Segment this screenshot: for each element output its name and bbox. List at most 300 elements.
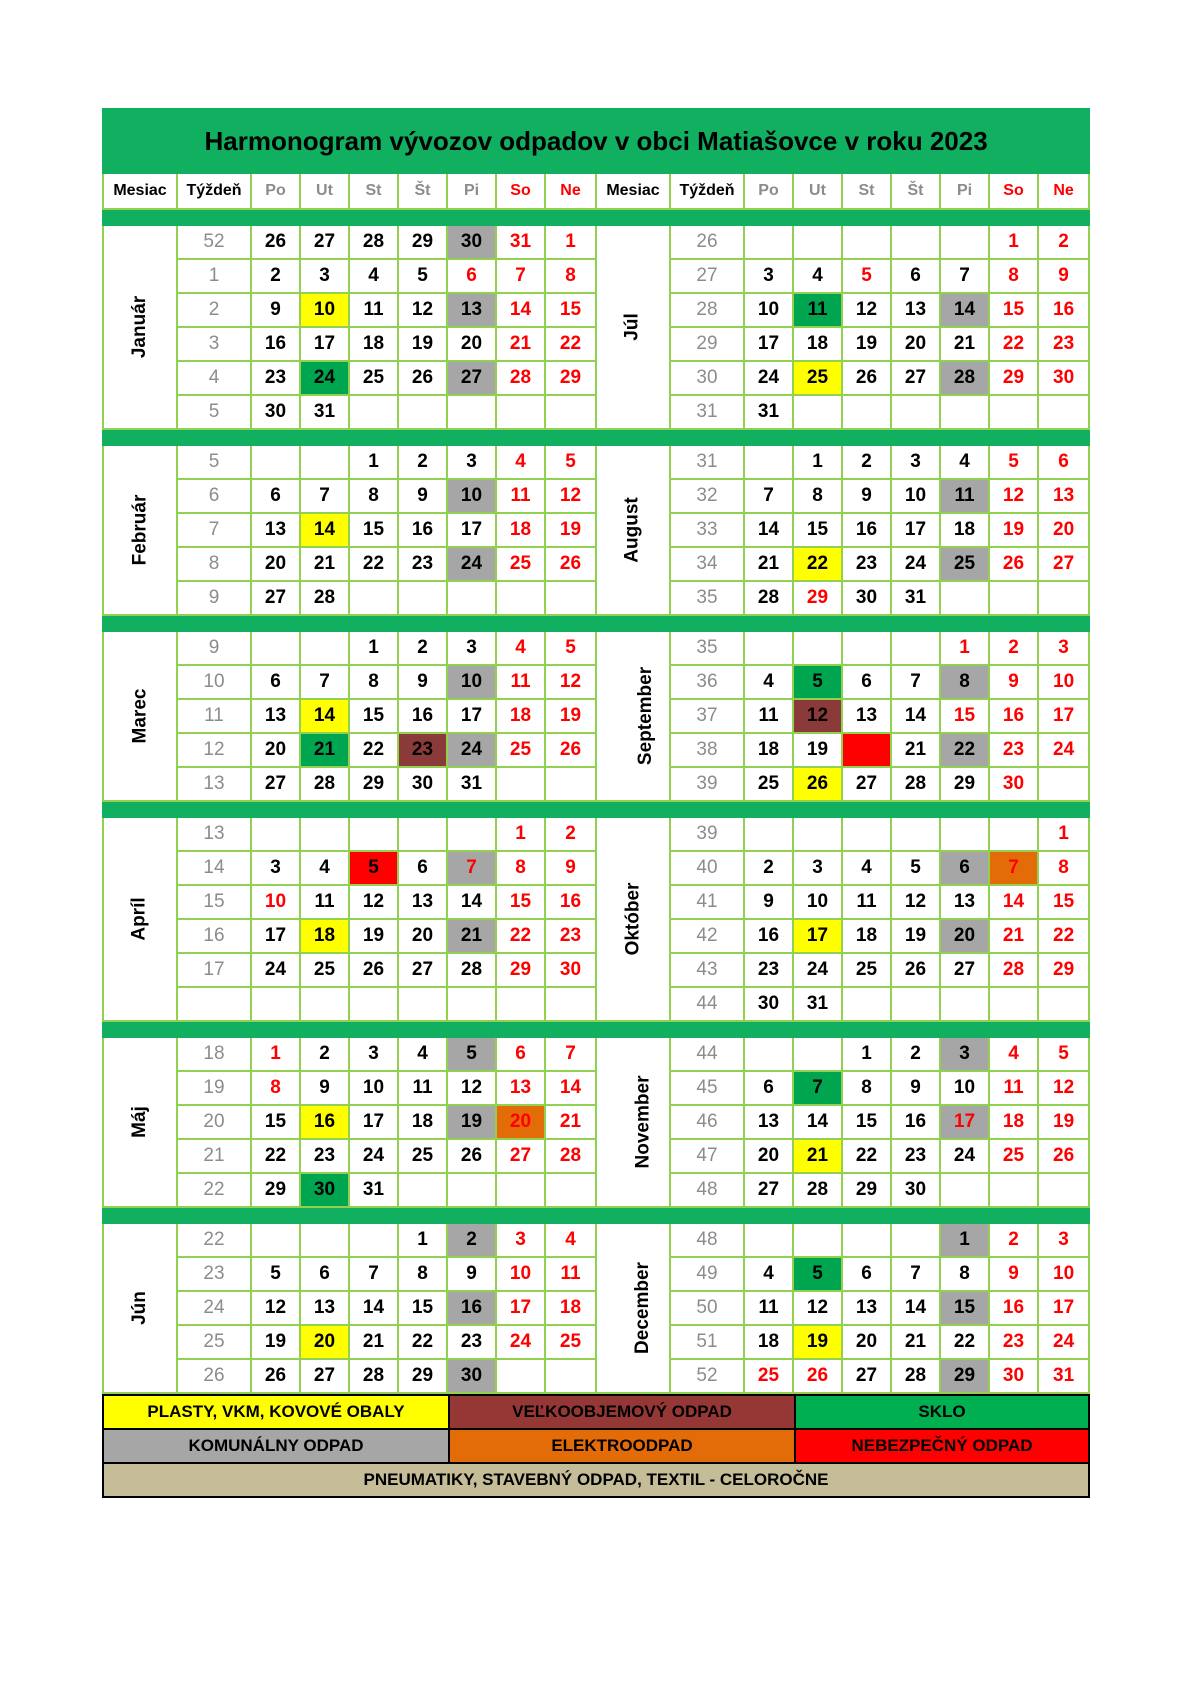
day-cell: 12 bbox=[793, 1291, 842, 1325]
day-cell: 22 bbox=[251, 1139, 300, 1173]
day-cell: 7 bbox=[300, 665, 349, 699]
header-week: Týždeň bbox=[670, 173, 744, 209]
day-cell bbox=[940, 1173, 989, 1207]
day-cell: 15 bbox=[496, 885, 545, 919]
day-cell: 16 bbox=[398, 699, 447, 733]
page-title: Harmonogram vývozov odpadov v obci Matiašovce v roku 2023 bbox=[103, 109, 1089, 173]
day-cell: 19 bbox=[349, 919, 398, 953]
day-cell: 16 bbox=[251, 327, 300, 361]
day-cell: 24 bbox=[496, 1325, 545, 1359]
day-cell: 14 bbox=[300, 513, 349, 547]
day-cell: 5 bbox=[447, 1037, 496, 1071]
day-cell: 7 bbox=[496, 259, 545, 293]
day-cell: 17 bbox=[940, 1105, 989, 1139]
separator-row bbox=[103, 209, 1089, 225]
day-cell: 9 bbox=[398, 665, 447, 699]
week-number: 39 bbox=[670, 817, 744, 851]
week-number: 27 bbox=[670, 259, 744, 293]
day-cell: 17 bbox=[744, 327, 793, 361]
day-cell: 9 bbox=[1038, 259, 1089, 293]
day-cell: 21 bbox=[744, 547, 793, 581]
day-cell: 16 bbox=[398, 513, 447, 547]
day-cell bbox=[545, 987, 596, 1021]
day-cell: 26 bbox=[842, 361, 891, 395]
day-cell: 6 bbox=[842, 1257, 891, 1291]
day-cell: 18 bbox=[300, 919, 349, 953]
day-cell bbox=[1038, 581, 1089, 615]
day-cell: 14 bbox=[793, 1105, 842, 1139]
week-number: 43 bbox=[670, 953, 744, 987]
legend-plasty: PLASTY, VKM, KOVOVÉ OBALY bbox=[103, 1395, 449, 1429]
day-cell bbox=[891, 395, 940, 429]
week-number: 32 bbox=[670, 479, 744, 513]
day-cell: 19 bbox=[793, 733, 842, 767]
day-cell: 28 bbox=[793, 1173, 842, 1207]
header-day: Po bbox=[744, 173, 793, 209]
week-number: 36 bbox=[670, 665, 744, 699]
day-cell: 28 bbox=[349, 225, 398, 259]
day-cell bbox=[251, 1223, 300, 1257]
day-cell: 21 bbox=[891, 1325, 940, 1359]
week-number: 52 bbox=[670, 1359, 744, 1393]
day-cell: 4 bbox=[398, 1037, 447, 1071]
day-cell: 31 bbox=[793, 987, 842, 1021]
month-name bbox=[596, 225, 670, 429]
day-cell: 26 bbox=[398, 361, 447, 395]
week-number: 2 bbox=[177, 293, 251, 327]
day-cell: 18 bbox=[793, 327, 842, 361]
day-cell: 30 bbox=[447, 1359, 496, 1393]
day-cell bbox=[989, 987, 1038, 1021]
week-number: 3 bbox=[177, 327, 251, 361]
day-cell: 10 bbox=[744, 293, 793, 327]
day-cell: 1 bbox=[793, 445, 842, 479]
day-cell: 30 bbox=[1038, 361, 1089, 395]
day-cell bbox=[989, 1173, 1038, 1207]
day-cell: 9 bbox=[989, 665, 1038, 699]
week-number: 50 bbox=[670, 1291, 744, 1325]
day-cell: 31 bbox=[349, 1173, 398, 1207]
day-cell bbox=[496, 987, 545, 1021]
week-number: 16 bbox=[177, 919, 251, 953]
day-cell bbox=[744, 1223, 793, 1257]
week-number: 8 bbox=[177, 547, 251, 581]
day-cell: 14 bbox=[891, 1291, 940, 1325]
day-cell: 7 bbox=[545, 1037, 596, 1071]
day-cell: 29 bbox=[940, 767, 989, 801]
day-cell: 6 bbox=[251, 665, 300, 699]
day-cell: 26 bbox=[545, 547, 596, 581]
separator-bar bbox=[103, 801, 1089, 817]
day-cell: 14 bbox=[496, 293, 545, 327]
day-cell: 23 bbox=[1038, 327, 1089, 361]
day-cell: 25 bbox=[496, 547, 545, 581]
day-cell: 15 bbox=[940, 1291, 989, 1325]
week-number bbox=[177, 987, 251, 1021]
day-cell: 13 bbox=[891, 293, 940, 327]
day-cell: 20 bbox=[398, 919, 447, 953]
day-cell: 15 bbox=[349, 699, 398, 733]
day-cell: 26 bbox=[891, 953, 940, 987]
day-cell: 8 bbox=[793, 479, 842, 513]
header-day: Po bbox=[251, 173, 300, 209]
day-cell: 27 bbox=[891, 361, 940, 395]
day-cell: 4 bbox=[300, 851, 349, 885]
day-cell: 26 bbox=[251, 1359, 300, 1393]
day-cell: 14 bbox=[744, 513, 793, 547]
day-cell: 8 bbox=[496, 851, 545, 885]
day-cell bbox=[447, 1173, 496, 1207]
week-number: 14 bbox=[177, 851, 251, 885]
month-label: Marec bbox=[128, 688, 150, 744]
day-cell: 21 bbox=[891, 733, 940, 767]
day-cell: 14 bbox=[300, 699, 349, 733]
day-cell: 15 bbox=[545, 293, 596, 327]
week-number: 7 bbox=[177, 513, 251, 547]
week-number: 17 bbox=[177, 953, 251, 987]
day-cell bbox=[989, 395, 1038, 429]
month-name bbox=[596, 817, 670, 1021]
week-number: 28 bbox=[670, 293, 744, 327]
day-cell bbox=[300, 445, 349, 479]
day-cell: 21 bbox=[496, 327, 545, 361]
day-cell: 25 bbox=[545, 1325, 596, 1359]
week-number: 31 bbox=[670, 395, 744, 429]
legend-elektroodpad: ELEKTROODPAD bbox=[449, 1429, 795, 1463]
header-day: Ut bbox=[300, 173, 349, 209]
day-cell: 17 bbox=[793, 919, 842, 953]
day-cell: 20 bbox=[891, 327, 940, 361]
day-cell: 14 bbox=[349, 1291, 398, 1325]
day-cell: 31 bbox=[300, 395, 349, 429]
day-cell: 4 bbox=[744, 1257, 793, 1291]
week-number: 29 bbox=[670, 327, 744, 361]
day-cell: 18 bbox=[496, 513, 545, 547]
day-cell: 21 bbox=[300, 733, 349, 767]
day-cell: 5 bbox=[251, 1257, 300, 1291]
day-cell: 20 bbox=[842, 1325, 891, 1359]
day-cell bbox=[793, 1037, 842, 1071]
day-cell: 2 bbox=[989, 1223, 1038, 1257]
day-cell: 10 bbox=[447, 665, 496, 699]
day-cell: 12 bbox=[398, 293, 447, 327]
header-row bbox=[103, 173, 1089, 209]
day-cell: 22 bbox=[545, 327, 596, 361]
day-cell bbox=[940, 225, 989, 259]
week-number: 47 bbox=[670, 1139, 744, 1173]
day-cell: 7 bbox=[744, 479, 793, 513]
week-number: 20 bbox=[177, 1105, 251, 1139]
day-cell: 10 bbox=[891, 479, 940, 513]
day-cell bbox=[842, 631, 891, 665]
day-cell: 17 bbox=[251, 919, 300, 953]
day-cell: 11 bbox=[744, 1291, 793, 1325]
day-cell: 22 bbox=[989, 327, 1038, 361]
day-cell: 2 bbox=[398, 631, 447, 665]
day-cell: 3 bbox=[496, 1223, 545, 1257]
week-number: 15 bbox=[177, 885, 251, 919]
day-cell: 15 bbox=[398, 1291, 447, 1325]
day-cell: 3 bbox=[1038, 1223, 1089, 1257]
header-day: Pi bbox=[940, 173, 989, 209]
day-cell: 12 bbox=[545, 665, 596, 699]
day-cell: 26 bbox=[793, 767, 842, 801]
week-number: 12 bbox=[177, 733, 251, 767]
day-cell: 12 bbox=[842, 293, 891, 327]
day-cell: 20 bbox=[1038, 513, 1089, 547]
day-cell: 10 bbox=[300, 293, 349, 327]
separator-row bbox=[103, 801, 1089, 817]
day-cell: 19 bbox=[842, 327, 891, 361]
day-cell: 27 bbox=[300, 1359, 349, 1393]
day-cell: 22 bbox=[496, 919, 545, 953]
day-cell: 25 bbox=[349, 361, 398, 395]
day-cell bbox=[744, 225, 793, 259]
day-cell: 23 bbox=[251, 361, 300, 395]
week-number: 39 bbox=[670, 767, 744, 801]
day-cell: 3 bbox=[349, 1037, 398, 1071]
day-cell: 1 bbox=[349, 445, 398, 479]
day-cell bbox=[545, 767, 596, 801]
calendar-sheet bbox=[102, 108, 1088, 1498]
week-number: 31 bbox=[670, 445, 744, 479]
header-day: Ne bbox=[1038, 173, 1089, 209]
day-cell: 9 bbox=[300, 1071, 349, 1105]
day-cell: 24 bbox=[793, 953, 842, 987]
header-month: Mesiac bbox=[596, 173, 670, 209]
day-cell: 11 bbox=[940, 479, 989, 513]
day-cell: 28 bbox=[891, 1359, 940, 1393]
month-name bbox=[103, 817, 177, 1021]
day-cell bbox=[545, 1173, 596, 1207]
header-day: Ne bbox=[545, 173, 596, 209]
day-cell: 24 bbox=[447, 733, 496, 767]
day-cell: 13 bbox=[251, 513, 300, 547]
week-number: 5 bbox=[177, 445, 251, 479]
month-label: Október bbox=[622, 882, 644, 956]
day-cell: 5 bbox=[891, 851, 940, 885]
day-cell: 12 bbox=[251, 1291, 300, 1325]
day-cell: 11 bbox=[398, 1071, 447, 1105]
day-cell: 20 bbox=[300, 1325, 349, 1359]
day-cell bbox=[891, 817, 940, 851]
day-cell: 8 bbox=[940, 1257, 989, 1291]
day-cell: 29 bbox=[1038, 953, 1089, 987]
day-cell: 10 bbox=[1038, 1257, 1089, 1291]
day-cell: 18 bbox=[496, 699, 545, 733]
day-cell: 7 bbox=[300, 479, 349, 513]
day-cell: 2 bbox=[891, 1037, 940, 1071]
day-cell: 11 bbox=[989, 1071, 1038, 1105]
day-cell: 2 bbox=[251, 259, 300, 293]
day-cell: 12 bbox=[989, 479, 1038, 513]
month-name bbox=[596, 1037, 670, 1207]
day-cell: 12 bbox=[891, 885, 940, 919]
day-cell: 22 bbox=[398, 1325, 447, 1359]
day-cell: 14 bbox=[447, 885, 496, 919]
day-cell: 5 bbox=[793, 665, 842, 699]
day-cell: 19 bbox=[989, 513, 1038, 547]
week-number: 23 bbox=[177, 1257, 251, 1291]
week-row bbox=[103, 445, 1089, 479]
day-cell: 15 bbox=[842, 1105, 891, 1139]
day-cell: 28 bbox=[349, 1359, 398, 1393]
day-cell bbox=[940, 395, 989, 429]
day-cell: 26 bbox=[1038, 1139, 1089, 1173]
week-number: 30 bbox=[670, 361, 744, 395]
day-cell bbox=[349, 1223, 398, 1257]
day-cell: 16 bbox=[300, 1105, 349, 1139]
day-cell: 27 bbox=[744, 1173, 793, 1207]
header-day: Pi bbox=[447, 173, 496, 209]
day-cell: 28 bbox=[300, 767, 349, 801]
day-cell: 30 bbox=[251, 395, 300, 429]
day-cell: 1 bbox=[989, 225, 1038, 259]
day-cell bbox=[251, 987, 300, 1021]
month-label: Júl bbox=[621, 313, 643, 341]
day-cell: 28 bbox=[891, 767, 940, 801]
day-cell bbox=[891, 987, 940, 1021]
day-cell: 10 bbox=[793, 885, 842, 919]
day-cell: 23 bbox=[545, 919, 596, 953]
day-cell: 28 bbox=[744, 581, 793, 615]
day-cell: 18 bbox=[744, 1325, 793, 1359]
day-cell: 8 bbox=[545, 259, 596, 293]
day-cell: 1 bbox=[940, 631, 989, 665]
day-cell: 29 bbox=[251, 1173, 300, 1207]
day-cell: 13 bbox=[744, 1105, 793, 1139]
day-cell: 6 bbox=[398, 851, 447, 885]
month-label: September bbox=[635, 666, 657, 766]
day-cell: 15 bbox=[940, 699, 989, 733]
month-name bbox=[596, 631, 670, 801]
month-name bbox=[103, 1037, 177, 1207]
day-cell bbox=[1038, 767, 1089, 801]
day-cell: 24 bbox=[744, 361, 793, 395]
month-label: Jún bbox=[129, 1291, 150, 1325]
day-cell: 27 bbox=[300, 225, 349, 259]
day-cell: 26 bbox=[349, 953, 398, 987]
day-cell: 25 bbox=[940, 547, 989, 581]
day-cell: 22 bbox=[842, 1139, 891, 1173]
day-cell: 15 bbox=[793, 513, 842, 547]
week-number: 21 bbox=[177, 1139, 251, 1173]
legend-nebezpecny: NEBEZPEČNÝ ODPAD bbox=[795, 1429, 1089, 1463]
day-cell: 30 bbox=[398, 767, 447, 801]
day-cell: 28 bbox=[496, 361, 545, 395]
day-cell: 4 bbox=[496, 631, 545, 665]
week-number: 48 bbox=[670, 1173, 744, 1207]
day-cell: 7 bbox=[989, 851, 1038, 885]
day-cell: 8 bbox=[842, 1071, 891, 1105]
day-cell: 24 bbox=[1038, 1325, 1089, 1359]
month-name bbox=[103, 631, 177, 801]
day-cell: 16 bbox=[1038, 293, 1089, 327]
day-cell: 2 bbox=[398, 445, 447, 479]
day-cell: 29 bbox=[496, 953, 545, 987]
week-number: 42 bbox=[670, 919, 744, 953]
day-cell: 17 bbox=[447, 699, 496, 733]
day-cell: 7 bbox=[349, 1257, 398, 1291]
day-cell: 27 bbox=[842, 767, 891, 801]
day-cell: 25 bbox=[793, 361, 842, 395]
day-cell bbox=[744, 1037, 793, 1071]
day-cell: 10 bbox=[496, 1257, 545, 1291]
day-cell: 24 bbox=[891, 547, 940, 581]
day-cell: 9 bbox=[744, 885, 793, 919]
week-number: 25 bbox=[177, 1325, 251, 1359]
day-cell bbox=[447, 395, 496, 429]
day-cell: 22 bbox=[940, 733, 989, 767]
day-cell: 15 bbox=[1038, 885, 1089, 919]
day-cell bbox=[842, 225, 891, 259]
day-cell bbox=[545, 581, 596, 615]
day-cell: 4 bbox=[989, 1037, 1038, 1071]
day-cell: 2 bbox=[744, 851, 793, 885]
day-cell: 11 bbox=[793, 293, 842, 327]
day-cell: 1 bbox=[545, 225, 596, 259]
day-cell: 29 bbox=[349, 767, 398, 801]
day-cell: 19 bbox=[251, 1325, 300, 1359]
day-cell: 3 bbox=[940, 1037, 989, 1071]
day-cell: 12 bbox=[545, 479, 596, 513]
day-cell: 18 bbox=[398, 1105, 447, 1139]
day-cell: 18 bbox=[842, 919, 891, 953]
day-cell: 19 bbox=[447, 1105, 496, 1139]
week-row bbox=[103, 225, 1089, 259]
day-cell bbox=[545, 1359, 596, 1393]
day-cell: 27 bbox=[251, 767, 300, 801]
day-cell: 29 bbox=[940, 1359, 989, 1393]
header-day: St bbox=[842, 173, 891, 209]
day-cell: 26 bbox=[447, 1139, 496, 1173]
header-month: Mesiac bbox=[103, 173, 177, 209]
day-cell: 27 bbox=[940, 953, 989, 987]
day-cell: 25 bbox=[398, 1139, 447, 1173]
day-cell: 21 bbox=[300, 547, 349, 581]
day-cell: 8 bbox=[989, 259, 1038, 293]
day-cell: 3 bbox=[251, 851, 300, 885]
day-cell: 12 bbox=[793, 699, 842, 733]
day-cell: 23 bbox=[989, 1325, 1038, 1359]
header-day: So bbox=[496, 173, 545, 209]
week-row bbox=[103, 631, 1089, 665]
day-cell: 13 bbox=[251, 699, 300, 733]
day-cell bbox=[545, 395, 596, 429]
day-cell: 7 bbox=[891, 1257, 940, 1291]
day-cell: 15 bbox=[349, 513, 398, 547]
day-cell: 26 bbox=[793, 1359, 842, 1393]
day-cell bbox=[398, 581, 447, 615]
day-cell: 18 bbox=[349, 327, 398, 361]
day-cell: 8 bbox=[398, 1257, 447, 1291]
week-number: 1 bbox=[177, 259, 251, 293]
day-cell: 11 bbox=[842, 885, 891, 919]
day-cell: 14 bbox=[891, 699, 940, 733]
week-number: 33 bbox=[670, 513, 744, 547]
week-number: 22 bbox=[177, 1223, 251, 1257]
day-cell: 13 bbox=[496, 1071, 545, 1105]
week-row bbox=[103, 817, 1089, 851]
week-number: 13 bbox=[177, 767, 251, 801]
month-label: December bbox=[631, 1262, 653, 1354]
day-cell: 16 bbox=[744, 919, 793, 953]
day-cell: 9 bbox=[398, 479, 447, 513]
day-cell bbox=[793, 1223, 842, 1257]
day-cell: 24 bbox=[1038, 733, 1089, 767]
day-cell: 4 bbox=[545, 1223, 596, 1257]
day-cell bbox=[842, 395, 891, 429]
